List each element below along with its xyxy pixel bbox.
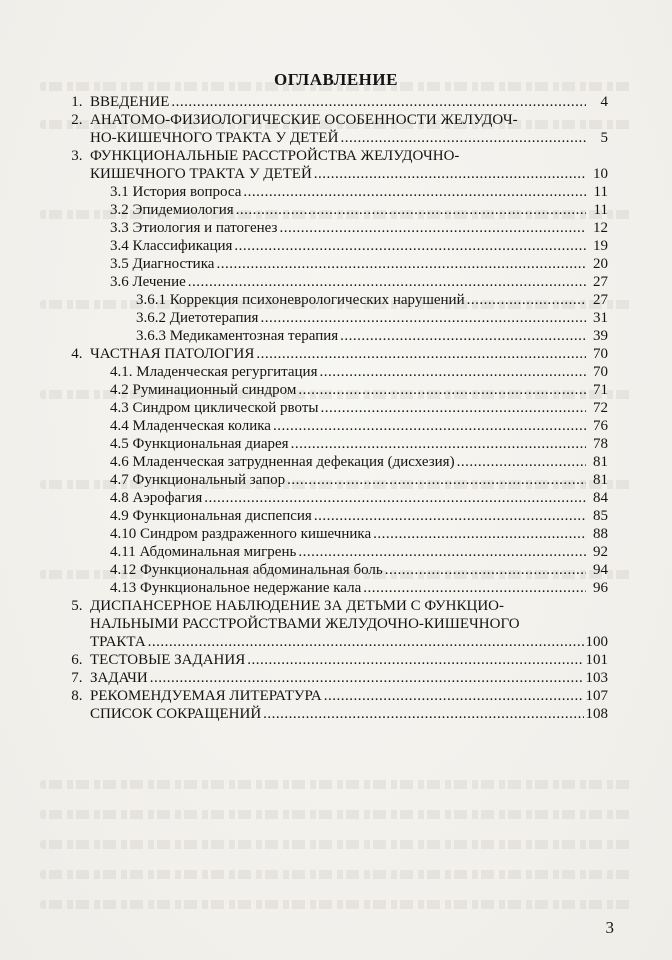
dot-leader: [256, 345, 586, 363]
dot-leader: [385, 561, 586, 579]
toc-entry-page: 76: [593, 418, 608, 434]
toc-entry-page: 101: [585, 652, 608, 668]
toc-entry-title: 4.5 Функциональная диарея: [110, 436, 289, 452]
toc-entry-page: 20: [593, 256, 608, 272]
toc-entry-title: 4.4 Младенческая колика: [110, 418, 271, 434]
toc-entry: [52, 543, 608, 561]
dot-leader: [263, 705, 583, 723]
dot-leader: [363, 579, 586, 597]
toc-entry: [52, 291, 608, 309]
toc-entry-page: 72: [593, 400, 608, 416]
toc-entry: [52, 669, 608, 687]
dot-leader: [279, 219, 586, 237]
toc-entry-title: 4.11 Абдоминальная мигрень: [110, 544, 297, 560]
toc-entry: [52, 111, 608, 147]
toc-entry-title: ТРАКТА: [90, 634, 146, 650]
toc-entry-title: 3.4 Классификация: [110, 238, 233, 254]
toc-entry: [52, 471, 608, 489]
toc-entry-title: ВВЕДЕНИЕ: [90, 94, 170, 110]
toc-entry-page: 100: [585, 634, 608, 650]
toc-entry-page: 70: [593, 346, 608, 362]
toc-entry: [52, 435, 608, 453]
dot-leader: [324, 687, 584, 705]
dot-leader: [150, 669, 584, 687]
toc-entry: [52, 345, 608, 363]
toc-entry-title: ЧАСТНАЯ ПАТОЛОГИЯ: [90, 346, 255, 362]
toc-entry-title: ФУНКЦИОНАЛЬНЫЕ РАССТРОЙСТВА ЖЕЛУДОЧНО-: [90, 148, 460, 164]
toc-entry-page: 85: [593, 508, 608, 524]
toc-entry-page: 12: [593, 220, 608, 236]
page-number: 3: [605, 918, 614, 937]
toc-entry: [52, 561, 608, 579]
toc-entry-title: РЕКОМЕНДУЕМАЯ ЛИТЕРАТУРА: [90, 688, 322, 704]
toc-entry-title: 4.9 Функциональная диспепсия: [110, 508, 312, 524]
toc-entry-title: 3.6.2 Диетотерапия: [136, 310, 259, 326]
toc-entry-page: 11: [593, 202, 608, 218]
toc-entry: [52, 381, 608, 399]
toc-entry-page: 81: [593, 454, 608, 470]
toc-entry-page: 78: [593, 436, 608, 452]
dot-leader: [234, 237, 586, 255]
table-of-contents: [52, 93, 608, 723]
toc-entry: [52, 687, 608, 705]
toc-entry: [52, 219, 608, 237]
toc-entry-page: 94: [593, 562, 608, 578]
toc-entry-page: 11: [593, 184, 608, 200]
toc-entry-title: 3.6.1 Коррекция психоневрологических нарушений: [136, 292, 465, 308]
dot-leader: [236, 201, 586, 219]
toc-entry: [52, 489, 608, 507]
dot-leader: [320, 399, 586, 417]
toc-entry-title: 3.6 Лечение: [110, 274, 186, 290]
toc-entry-page: 4: [600, 94, 608, 110]
toc-entry-title: НАЛЬНЫМИ РАССТРОЙСТВАМИ ЖЕЛУДОЧНО-КИШЕЧНОГО: [90, 616, 520, 632]
toc-entry-number: 8.: [71, 688, 90, 704]
toc-entry-page: 5: [600, 130, 608, 146]
toc-entry-title: 4.3 Синдром циклической рвоты: [110, 400, 319, 416]
dot-leader: [314, 507, 586, 525]
dot-leader: [287, 471, 586, 489]
toc-entry-page: 71: [593, 382, 608, 398]
toc-entry: [52, 507, 608, 525]
toc-entry: [52, 705, 608, 723]
toc-entry-page: 39: [593, 328, 608, 344]
dot-leader: [298, 381, 586, 399]
dot-leader: [298, 543, 586, 561]
dot-leader: [188, 273, 586, 291]
toc-entry-page: 19: [593, 238, 608, 254]
dot-leader: [291, 435, 586, 453]
toc-entry: [52, 363, 608, 381]
toc-entry-title: ЗАДАЧИ: [90, 670, 148, 686]
toc-entry-title: 4.12 Функциональная абдоминальная боль: [110, 562, 383, 578]
toc-entry-title: АНАТОМО-ФИЗИОЛОГИЧЕСКИЕ ОСОБЕННОСТИ ЖЕЛУДОЧ-: [90, 112, 518, 128]
toc-entry-number: 7.: [71, 670, 90, 686]
dot-leader: [340, 129, 586, 147]
toc-entry-page: 88: [593, 526, 608, 542]
toc-entry: [52, 201, 608, 219]
toc-entry-title: 3.3 Этиология и патогенез: [110, 220, 278, 236]
toc-entry-title: 4.8 Аэрофагия: [110, 490, 203, 506]
toc-entry: [52, 651, 608, 669]
dot-leader: [457, 453, 586, 471]
toc-entry-page: 70: [593, 364, 608, 380]
toc-entry-page: 108: [585, 706, 608, 722]
dot-leader: [148, 633, 584, 651]
toc-entry: [52, 93, 608, 111]
toc-entry: [52, 255, 608, 273]
toc-entry-number: 1.: [71, 94, 90, 110]
toc-entry-title: НО-КИШЕЧНОГО ТРАКТА У ДЕТЕЙ: [90, 130, 339, 146]
dot-leader: [216, 255, 586, 273]
toc-entry-title: 4.13 Функциональное недержание кала: [110, 580, 362, 596]
toc-entry-page: 31: [593, 310, 608, 326]
toc-entry-page: 107: [585, 688, 608, 704]
toc-entry-number: 2.: [71, 112, 90, 128]
toc-entry-title: ДИСПАНСЕРНОЕ НАБЛЮДЕНИЕ ЗА ДЕТЬМИ С ФУНКЦИО-: [90, 598, 504, 614]
dot-leader: [340, 327, 586, 345]
toc-entry-page: 27: [593, 292, 608, 308]
toc-entry-page: 10: [593, 166, 608, 182]
toc-entry-title: СПИСОК СОКРАЩЕНИЙ: [90, 706, 262, 722]
dot-leader: [204, 489, 586, 507]
toc-entry-title: 4.1. Младенческая регургитация: [110, 364, 318, 380]
toc-entry-page: 92: [593, 544, 608, 560]
dot-leader: [243, 183, 586, 201]
dot-leader: [314, 165, 586, 183]
toc-entry: [52, 579, 608, 597]
toc-entry-number: 6.: [71, 652, 90, 668]
toc-entry-title: 4.10 Синдром раздраженного кишечника: [110, 526, 372, 542]
toc-entry-title: ТЕСТОВЫЕ ЗАДАНИЯ: [90, 652, 246, 668]
toc-entry: [52, 309, 608, 327]
dot-leader: [260, 309, 586, 327]
toc-entry-page: 27: [593, 274, 608, 290]
toc-entry: [52, 327, 608, 345]
toc-entry: [52, 147, 608, 183]
toc-entry-number: 4.: [71, 346, 90, 362]
toc-entry: [52, 597, 608, 651]
toc-entry-title: 3.1 История вопроса: [110, 184, 242, 200]
toc-entry-title: 4.7 Функциональный запор: [110, 472, 286, 488]
dot-leader: [373, 525, 586, 543]
toc-title: ОГЛАВЛЕНИЕ: [274, 70, 398, 89]
toc-entry-number: 3.: [71, 148, 90, 164]
toc-entry-page: 103: [585, 670, 608, 686]
toc-entry: [52, 183, 608, 201]
toc-entry: [52, 399, 608, 417]
toc-entry: [52, 525, 608, 543]
toc-entry-title: 3.2 Эпидемиология: [110, 202, 234, 218]
toc-entry: [52, 417, 608, 435]
toc-entry-number: 5.: [71, 598, 90, 614]
dot-leader: [247, 651, 583, 669]
dot-leader: [273, 417, 586, 435]
toc-entry-title: КИШЕЧНОГО ТРАКТА У ДЕТЕЙ: [90, 166, 312, 182]
toc-entry-title: 4.2 Руминационный синдром: [110, 382, 297, 398]
dot-leader: [320, 363, 587, 381]
toc-entry-title: 3.6.3 Медикаментозная терапия: [136, 328, 339, 344]
toc-entry-title: 3.5 Диагностика: [110, 256, 215, 272]
toc-entry-page: 84: [593, 490, 608, 506]
toc-entry-title: 4.6 Младенческая затрудненная дефекация (дисхезия): [110, 454, 455, 470]
toc-entry: [52, 273, 608, 291]
toc-entry-page: 96: [593, 580, 608, 596]
dot-leader: [467, 291, 586, 309]
toc-entry: [52, 237, 608, 255]
dot-leader: [171, 93, 586, 111]
toc-entry: [52, 453, 608, 471]
toc-entry-page: 81: [593, 472, 608, 488]
